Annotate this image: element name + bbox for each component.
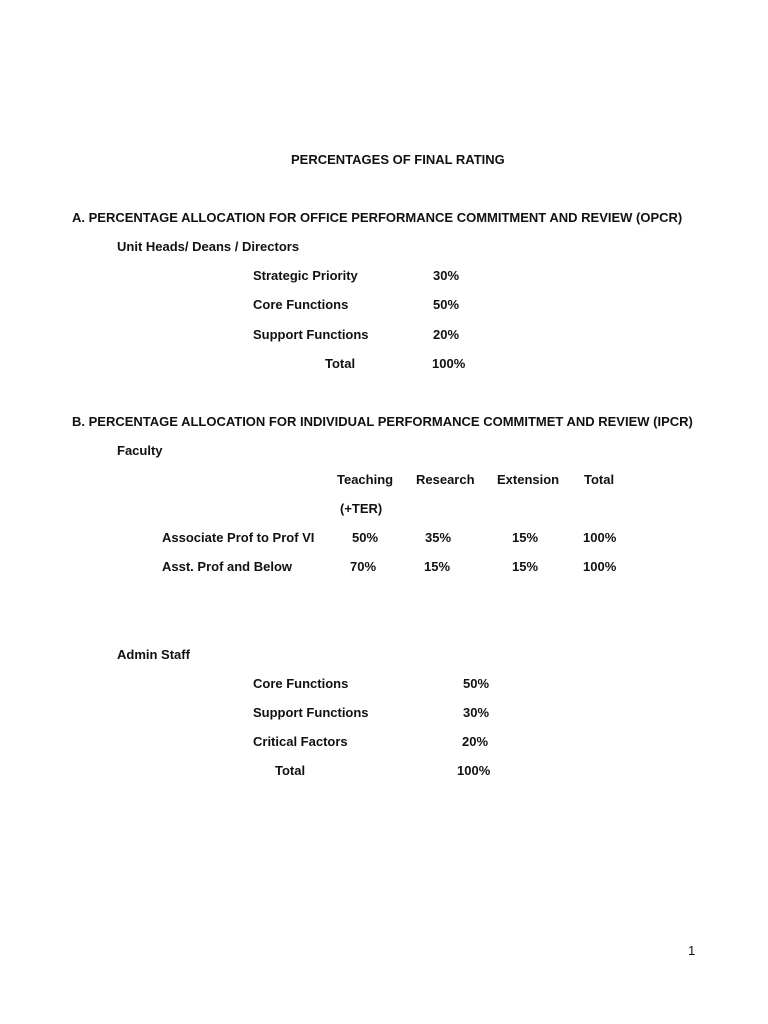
opcr-row-label: Core Functions <box>253 297 349 312</box>
column-header-research: Research <box>416 472 475 487</box>
section-a-subheading: Unit Heads/ Deans / Directors <box>117 239 300 254</box>
opcr-row-value: 30% <box>433 268 460 283</box>
faculty-cell-research: 35% <box>425 530 452 545</box>
section-a-heading: A. PERCENTAGE ALLOCATION FOR OFFICE PERFORMANCE COMMITMENT AND REVIEW (OPCR) <box>72 210 683 225</box>
column-header-extension: Extension <box>497 472 560 487</box>
faculty-subheading: Faculty <box>117 443 163 458</box>
section-b-heading: B. PERCENTAGE ALLOCATION FOR INDIVIDUAL PERFORMANCE COMMITMET AND REVIEW (IPCR) <box>72 414 693 429</box>
opcr-row-label: Support Functions <box>253 327 369 342</box>
faculty-cell-research: 15% <box>424 559 451 574</box>
faculty-cell-total: 100% <box>583 530 617 545</box>
admin-row-label: Core Functions <box>253 676 349 691</box>
faculty-cell-teaching: 70% <box>350 559 377 574</box>
admin-row-value: 20% <box>462 734 489 749</box>
admin-total-value: 100% <box>457 763 491 778</box>
admin-row-value: 50% <box>463 676 490 691</box>
admin-subheading: Admin Staff <box>117 647 190 662</box>
admin-row-label: Support Functions <box>253 705 369 720</box>
opcr-total-value: 100% <box>432 356 466 371</box>
faculty-cell-extension: 15% <box>512 559 539 574</box>
admin-total-label: Total <box>275 763 306 778</box>
admin-row-label: Critical Factors <box>253 734 348 749</box>
page-title: PERCENTAGES OF FINAL RATING <box>291 152 505 167</box>
faculty-cell-extension: 15% <box>512 530 539 545</box>
teaching-note: (+TER) <box>340 501 383 516</box>
opcr-row-label: Strategic Priority <box>253 268 358 283</box>
opcr-row-value: 50% <box>433 297 460 312</box>
page-number: 1 <box>688 943 696 958</box>
admin-row-value: 30% <box>463 705 490 720</box>
faculty-row-label: Associate Prof to Prof VI <box>162 530 315 545</box>
column-header-total: Total <box>584 472 615 487</box>
column-header-teaching: Teaching <box>337 472 394 487</box>
opcr-row-value: 20% <box>433 327 460 342</box>
opcr-total-label: Total <box>325 356 356 371</box>
faculty-cell-teaching: 50% <box>352 530 379 545</box>
faculty-row-label: Asst. Prof and Below <box>162 559 293 574</box>
faculty-cell-total: 100% <box>583 559 617 574</box>
